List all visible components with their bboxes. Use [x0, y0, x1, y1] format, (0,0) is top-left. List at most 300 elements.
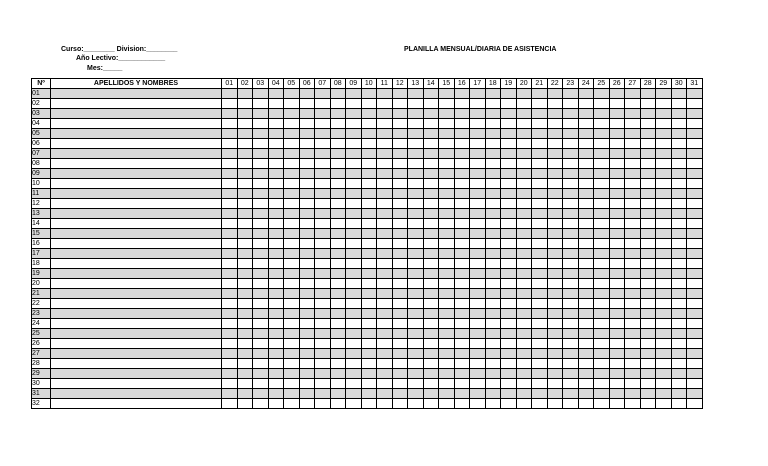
attendance-cell[interactable]	[578, 189, 594, 199]
attendance-cell[interactable]	[222, 359, 238, 369]
attendance-cell[interactable]	[454, 249, 470, 259]
attendance-cell[interactable]	[268, 239, 284, 249]
attendance-cell[interactable]	[578, 379, 594, 389]
attendance-cell[interactable]	[222, 229, 238, 239]
attendance-cell[interactable]	[237, 159, 253, 169]
attendance-cell[interactable]	[625, 339, 641, 349]
attendance-cell[interactable]	[253, 209, 269, 219]
attendance-cell[interactable]	[470, 389, 486, 399]
attendance-cell[interactable]	[454, 169, 470, 179]
attendance-cell[interactable]	[315, 299, 331, 309]
attendance-cell[interactable]	[392, 369, 408, 379]
attendance-cell[interactable]	[470, 189, 486, 199]
attendance-cell[interactable]	[392, 389, 408, 399]
attendance-cell[interactable]	[671, 249, 687, 259]
attendance-cell[interactable]	[547, 129, 563, 139]
attendance-cell[interactable]	[656, 309, 672, 319]
attendance-cell[interactable]	[656, 269, 672, 279]
attendance-cell[interactable]	[563, 249, 579, 259]
attendance-cell[interactable]	[687, 399, 703, 409]
attendance-cell[interactable]	[501, 229, 517, 239]
attendance-cell[interactable]	[237, 369, 253, 379]
attendance-cell[interactable]	[640, 119, 656, 129]
attendance-cell[interactable]	[361, 249, 377, 259]
attendance-cell[interactable]	[253, 249, 269, 259]
attendance-cell[interactable]	[237, 209, 253, 219]
attendance-cell[interactable]	[454, 109, 470, 119]
attendance-cell[interactable]	[346, 139, 362, 149]
attendance-cell[interactable]	[315, 279, 331, 289]
attendance-cell[interactable]	[284, 99, 300, 109]
attendance-cell[interactable]	[237, 239, 253, 249]
attendance-cell[interactable]	[315, 239, 331, 249]
attendance-cell[interactable]	[501, 149, 517, 159]
name-cell[interactable]	[51, 119, 222, 129]
attendance-cell[interactable]	[423, 339, 439, 349]
attendance-cell[interactable]	[315, 369, 331, 379]
attendance-cell[interactable]	[470, 309, 486, 319]
attendance-cell[interactable]	[625, 159, 641, 169]
attendance-cell[interactable]	[439, 179, 455, 189]
attendance-cell[interactable]	[330, 89, 346, 99]
attendance-cell[interactable]	[516, 189, 532, 199]
attendance-cell[interactable]	[640, 159, 656, 169]
attendance-cell[interactable]	[330, 359, 346, 369]
attendance-cell[interactable]	[671, 239, 687, 249]
attendance-cell[interactable]	[268, 289, 284, 299]
attendance-cell[interactable]	[237, 219, 253, 229]
attendance-cell[interactable]	[594, 309, 610, 319]
attendance-cell[interactable]	[485, 89, 501, 99]
attendance-cell[interactable]	[299, 359, 315, 369]
attendance-cell[interactable]	[501, 269, 517, 279]
attendance-cell[interactable]	[315, 379, 331, 389]
attendance-cell[interactable]	[671, 189, 687, 199]
attendance-cell[interactable]	[640, 239, 656, 249]
attendance-cell[interactable]	[408, 299, 424, 309]
attendance-cell[interactable]	[547, 89, 563, 99]
attendance-cell[interactable]	[268, 99, 284, 109]
attendance-cell[interactable]	[687, 309, 703, 319]
attendance-cell[interactable]	[485, 229, 501, 239]
attendance-cell[interactable]	[253, 149, 269, 159]
attendance-cell[interactable]	[470, 369, 486, 379]
attendance-cell[interactable]	[253, 359, 269, 369]
attendance-cell[interactable]	[609, 259, 625, 269]
attendance-cell[interactable]	[485, 159, 501, 169]
attendance-cell[interactable]	[640, 139, 656, 149]
attendance-cell[interactable]	[563, 309, 579, 319]
name-cell[interactable]	[51, 269, 222, 279]
attendance-cell[interactable]	[253, 339, 269, 349]
attendance-cell[interactable]	[408, 389, 424, 399]
attendance-cell[interactable]	[392, 149, 408, 159]
attendance-cell[interactable]	[656, 119, 672, 129]
attendance-cell[interactable]	[315, 399, 331, 409]
attendance-cell[interactable]	[470, 209, 486, 219]
attendance-cell[interactable]	[563, 319, 579, 329]
attendance-cell[interactable]	[640, 279, 656, 289]
attendance-cell[interactable]	[454, 339, 470, 349]
attendance-cell[interactable]	[640, 329, 656, 339]
attendance-cell[interactable]	[594, 159, 610, 169]
attendance-cell[interactable]	[656, 129, 672, 139]
attendance-cell[interactable]	[547, 369, 563, 379]
attendance-cell[interactable]	[330, 159, 346, 169]
attendance-cell[interactable]	[222, 109, 238, 119]
attendance-cell[interactable]	[299, 239, 315, 249]
attendance-cell[interactable]	[439, 389, 455, 399]
attendance-cell[interactable]	[330, 269, 346, 279]
attendance-cell[interactable]	[609, 359, 625, 369]
attendance-cell[interactable]	[315, 339, 331, 349]
attendance-cell[interactable]	[563, 99, 579, 109]
attendance-cell[interactable]	[377, 319, 393, 329]
attendance-cell[interactable]	[671, 309, 687, 319]
attendance-cell[interactable]	[640, 219, 656, 229]
attendance-cell[interactable]	[253, 259, 269, 269]
attendance-cell[interactable]	[377, 399, 393, 409]
attendance-cell[interactable]	[315, 329, 331, 339]
name-cell[interactable]	[51, 149, 222, 159]
attendance-cell[interactable]	[377, 109, 393, 119]
attendance-cell[interactable]	[408, 139, 424, 149]
attendance-cell[interactable]	[268, 199, 284, 209]
attendance-cell[interactable]	[330, 289, 346, 299]
attendance-cell[interactable]	[284, 209, 300, 219]
attendance-cell[interactable]	[594, 189, 610, 199]
attendance-cell[interactable]	[656, 189, 672, 199]
attendance-cell[interactable]	[609, 209, 625, 219]
attendance-cell[interactable]	[609, 219, 625, 229]
attendance-cell[interactable]	[594, 99, 610, 109]
attendance-cell[interactable]	[268, 269, 284, 279]
attendance-cell[interactable]	[299, 189, 315, 199]
attendance-cell[interactable]	[268, 359, 284, 369]
attendance-cell[interactable]	[423, 139, 439, 149]
attendance-cell[interactable]	[625, 179, 641, 189]
attendance-cell[interactable]	[268, 129, 284, 139]
attendance-cell[interactable]	[532, 229, 548, 239]
attendance-cell[interactable]	[330, 229, 346, 239]
attendance-cell[interactable]	[578, 249, 594, 259]
attendance-cell[interactable]	[454, 179, 470, 189]
attendance-cell[interactable]	[346, 339, 362, 349]
attendance-cell[interactable]	[501, 189, 517, 199]
attendance-cell[interactable]	[656, 319, 672, 329]
attendance-cell[interactable]	[439, 249, 455, 259]
attendance-cell[interactable]	[671, 139, 687, 149]
attendance-cell[interactable]	[253, 299, 269, 309]
attendance-cell[interactable]	[594, 129, 610, 139]
attendance-cell[interactable]	[563, 359, 579, 369]
attendance-cell[interactable]	[439, 89, 455, 99]
attendance-cell[interactable]	[671, 159, 687, 169]
attendance-cell[interactable]	[640, 389, 656, 399]
attendance-cell[interactable]	[532, 189, 548, 199]
attendance-cell[interactable]	[315, 159, 331, 169]
name-cell[interactable]	[51, 89, 222, 99]
attendance-cell[interactable]	[671, 259, 687, 269]
attendance-cell[interactable]	[547, 179, 563, 189]
attendance-cell[interactable]	[439, 359, 455, 369]
attendance-cell[interactable]	[594, 139, 610, 149]
attendance-cell[interactable]	[423, 219, 439, 229]
attendance-cell[interactable]	[315, 169, 331, 179]
name-cell[interactable]	[51, 359, 222, 369]
attendance-cell[interactable]	[253, 229, 269, 239]
attendance-cell[interactable]	[346, 149, 362, 159]
attendance-cell[interactable]	[222, 239, 238, 249]
attendance-cell[interactable]	[423, 269, 439, 279]
attendance-cell[interactable]	[563, 139, 579, 149]
attendance-cell[interactable]	[516, 219, 532, 229]
attendance-cell[interactable]	[392, 119, 408, 129]
attendance-cell[interactable]	[640, 209, 656, 219]
attendance-cell[interactable]	[532, 279, 548, 289]
attendance-cell[interactable]	[532, 379, 548, 389]
attendance-cell[interactable]	[377, 379, 393, 389]
attendance-cell[interactable]	[609, 279, 625, 289]
attendance-cell[interactable]	[253, 179, 269, 189]
attendance-cell[interactable]	[578, 229, 594, 239]
attendance-cell[interactable]	[361, 349, 377, 359]
attendance-cell[interactable]	[656, 259, 672, 269]
attendance-cell[interactable]	[594, 289, 610, 299]
attendance-cell[interactable]	[671, 119, 687, 129]
attendance-cell[interactable]	[392, 269, 408, 279]
attendance-cell[interactable]	[563, 349, 579, 359]
attendance-cell[interactable]	[268, 389, 284, 399]
attendance-cell[interactable]	[284, 169, 300, 179]
attendance-cell[interactable]	[253, 199, 269, 209]
attendance-cell[interactable]	[656, 89, 672, 99]
attendance-cell[interactable]	[346, 229, 362, 239]
attendance-cell[interactable]	[625, 269, 641, 279]
attendance-cell[interactable]	[237, 279, 253, 289]
attendance-cell[interactable]	[408, 329, 424, 339]
name-cell[interactable]	[51, 239, 222, 249]
attendance-cell[interactable]	[485, 189, 501, 199]
attendance-cell[interactable]	[563, 109, 579, 119]
attendance-cell[interactable]	[299, 159, 315, 169]
attendance-cell[interactable]	[547, 149, 563, 159]
attendance-cell[interactable]	[346, 349, 362, 359]
attendance-cell[interactable]	[454, 199, 470, 209]
attendance-cell[interactable]	[485, 99, 501, 109]
attendance-cell[interactable]	[392, 299, 408, 309]
name-cell[interactable]	[51, 349, 222, 359]
attendance-cell[interactable]	[439, 209, 455, 219]
attendance-cell[interactable]	[423, 299, 439, 309]
attendance-cell[interactable]	[408, 99, 424, 109]
attendance-cell[interactable]	[640, 369, 656, 379]
attendance-cell[interactable]	[439, 379, 455, 389]
attendance-cell[interactable]	[439, 279, 455, 289]
attendance-cell[interactable]	[609, 249, 625, 259]
attendance-cell[interactable]	[346, 359, 362, 369]
attendance-cell[interactable]	[470, 139, 486, 149]
attendance-cell[interactable]	[687, 369, 703, 379]
attendance-cell[interactable]	[361, 239, 377, 249]
attendance-cell[interactable]	[377, 309, 393, 319]
attendance-cell[interactable]	[346, 369, 362, 379]
attendance-cell[interactable]	[470, 159, 486, 169]
attendance-cell[interactable]	[439, 369, 455, 379]
attendance-cell[interactable]	[594, 199, 610, 209]
attendance-cell[interactable]	[392, 329, 408, 339]
attendance-cell[interactable]	[516, 209, 532, 219]
attendance-cell[interactable]	[563, 199, 579, 209]
attendance-cell[interactable]	[423, 229, 439, 239]
attendance-cell[interactable]	[671, 299, 687, 309]
attendance-cell[interactable]	[439, 289, 455, 299]
attendance-cell[interactable]	[222, 289, 238, 299]
attendance-cell[interactable]	[625, 239, 641, 249]
attendance-cell[interactable]	[423, 109, 439, 119]
attendance-cell[interactable]	[563, 279, 579, 289]
attendance-cell[interactable]	[408, 239, 424, 249]
attendance-cell[interactable]	[330, 209, 346, 219]
attendance-cell[interactable]	[377, 209, 393, 219]
attendance-cell[interactable]	[315, 179, 331, 189]
attendance-cell[interactable]	[640, 319, 656, 329]
attendance-cell[interactable]	[423, 379, 439, 389]
attendance-cell[interactable]	[423, 309, 439, 319]
attendance-cell[interactable]	[361, 309, 377, 319]
attendance-cell[interactable]	[253, 89, 269, 99]
attendance-cell[interactable]	[284, 389, 300, 399]
attendance-cell[interactable]	[423, 389, 439, 399]
attendance-cell[interactable]	[470, 229, 486, 239]
attendance-cell[interactable]	[516, 359, 532, 369]
attendance-cell[interactable]	[563, 289, 579, 299]
attendance-cell[interactable]	[377, 239, 393, 249]
attendance-cell[interactable]	[625, 119, 641, 129]
attendance-cell[interactable]	[284, 159, 300, 169]
attendance-cell[interactable]	[284, 269, 300, 279]
attendance-cell[interactable]	[594, 279, 610, 289]
name-cell[interactable]	[51, 129, 222, 139]
attendance-cell[interactable]	[377, 129, 393, 139]
attendance-cell[interactable]	[346, 279, 362, 289]
attendance-cell[interactable]	[268, 339, 284, 349]
attendance-cell[interactable]	[237, 389, 253, 399]
attendance-cell[interactable]	[222, 99, 238, 109]
attendance-cell[interactable]	[547, 329, 563, 339]
attendance-cell[interactable]	[253, 269, 269, 279]
attendance-cell[interactable]	[687, 169, 703, 179]
attendance-cell[interactable]	[377, 329, 393, 339]
attendance-cell[interactable]	[439, 169, 455, 179]
attendance-cell[interactable]	[547, 259, 563, 269]
attendance-cell[interactable]	[253, 389, 269, 399]
name-cell[interactable]	[51, 219, 222, 229]
attendance-cell[interactable]	[516, 229, 532, 239]
attendance-cell[interactable]	[377, 289, 393, 299]
attendance-cell[interactable]	[439, 349, 455, 359]
attendance-cell[interactable]	[547, 289, 563, 299]
attendance-cell[interactable]	[671, 149, 687, 159]
attendance-cell[interactable]	[625, 319, 641, 329]
attendance-cell[interactable]	[268, 219, 284, 229]
attendance-cell[interactable]	[594, 359, 610, 369]
attendance-cell[interactable]	[392, 229, 408, 239]
attendance-cell[interactable]	[609, 229, 625, 239]
attendance-cell[interactable]	[547, 389, 563, 399]
attendance-cell[interactable]	[408, 149, 424, 159]
attendance-cell[interactable]	[439, 239, 455, 249]
attendance-cell[interactable]	[516, 269, 532, 279]
attendance-cell[interactable]	[392, 189, 408, 199]
attendance-cell[interactable]	[330, 139, 346, 149]
attendance-cell[interactable]	[578, 339, 594, 349]
attendance-cell[interactable]	[563, 369, 579, 379]
attendance-cell[interactable]	[671, 219, 687, 229]
attendance-cell[interactable]	[516, 119, 532, 129]
attendance-cell[interactable]	[377, 269, 393, 279]
attendance-cell[interactable]	[547, 189, 563, 199]
attendance-cell[interactable]	[284, 339, 300, 349]
attendance-cell[interactable]	[439, 109, 455, 119]
attendance-cell[interactable]	[516, 279, 532, 289]
attendance-cell[interactable]	[485, 349, 501, 359]
attendance-cell[interactable]	[547, 319, 563, 329]
attendance-cell[interactable]	[547, 209, 563, 219]
attendance-cell[interactable]	[656, 389, 672, 399]
attendance-cell[interactable]	[532, 329, 548, 339]
attendance-cell[interactable]	[361, 389, 377, 399]
attendance-cell[interactable]	[377, 89, 393, 99]
attendance-cell[interactable]	[454, 89, 470, 99]
attendance-cell[interactable]	[284, 89, 300, 99]
attendance-cell[interactable]	[330, 329, 346, 339]
attendance-cell[interactable]	[439, 319, 455, 329]
attendance-cell[interactable]	[253, 329, 269, 339]
attendance-cell[interactable]	[392, 309, 408, 319]
attendance-cell[interactable]	[408, 169, 424, 179]
attendance-cell[interactable]	[253, 119, 269, 129]
attendance-cell[interactable]	[237, 309, 253, 319]
attendance-cell[interactable]	[408, 249, 424, 259]
attendance-cell[interactable]	[253, 99, 269, 109]
attendance-cell[interactable]	[299, 349, 315, 359]
attendance-cell[interactable]	[625, 209, 641, 219]
attendance-cell[interactable]	[392, 89, 408, 99]
attendance-cell[interactable]	[547, 159, 563, 169]
name-cell[interactable]	[51, 309, 222, 319]
attendance-cell[interactable]	[656, 219, 672, 229]
attendance-cell[interactable]	[656, 359, 672, 369]
attendance-cell[interactable]	[377, 249, 393, 259]
attendance-cell[interactable]	[501, 399, 517, 409]
attendance-cell[interactable]	[640, 309, 656, 319]
attendance-cell[interactable]	[454, 219, 470, 229]
attendance-cell[interactable]	[299, 119, 315, 129]
attendance-cell[interactable]	[625, 259, 641, 269]
attendance-cell[interactable]	[609, 189, 625, 199]
attendance-cell[interactable]	[470, 359, 486, 369]
attendance-cell[interactable]	[578, 319, 594, 329]
attendance-cell[interactable]	[687, 119, 703, 129]
attendance-cell[interactable]	[470, 259, 486, 269]
attendance-cell[interactable]	[594, 229, 610, 239]
attendance-cell[interactable]	[516, 299, 532, 309]
attendance-cell[interactable]	[547, 119, 563, 129]
attendance-cell[interactable]	[408, 349, 424, 359]
attendance-cell[interactable]	[671, 89, 687, 99]
attendance-cell[interactable]	[315, 129, 331, 139]
